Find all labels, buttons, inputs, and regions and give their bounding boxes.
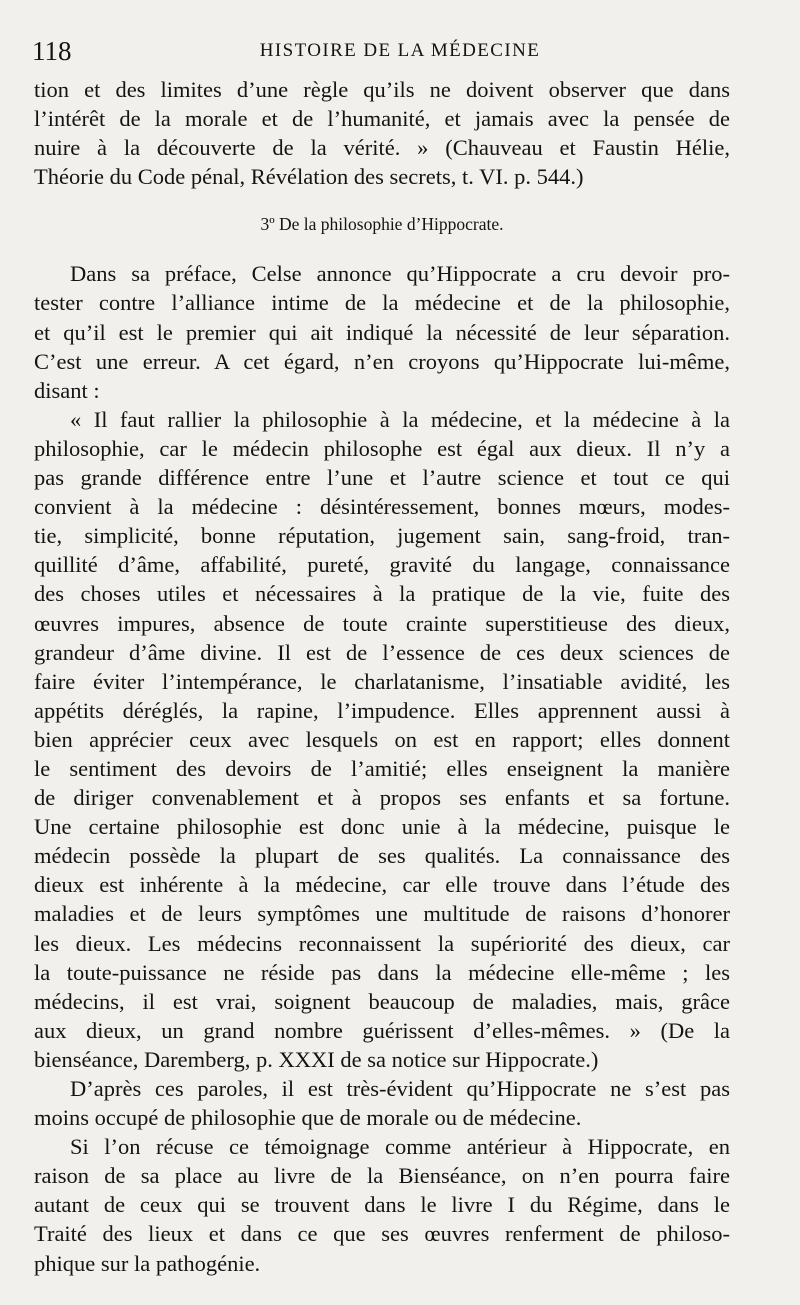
text-line: Si l’on récuse ce témoignage comme antérieur à Hippocrate, en [70,1134,730,1160]
text-line: appétits déréglés, la rapine, l’impudence. Elles apprennent aussi à [34,697,730,723]
paragraph-2 [34,259,730,404]
running-title: HISTOIRE DE LA MÉDECINE [259,40,541,61]
text-line: autant de ceux qui se trouvent dans le livre I du Régime, dans le [34,1192,730,1218]
section-subheading: 3º De la philosophie d’Hippocrate. [260,214,504,235]
text-line: médecins, il est vrai, soignent beaucoup de maladies, mais, grâce [34,988,730,1014]
page-number: 118 [32,36,72,66]
text-line: et qu’il est le premier qui ait indiqué la nécessité de leur séparation. [34,319,730,345]
text-line: de diriger convenablement et à propos ses enfants et sa fortune. [34,785,730,811]
text-line: dieux est inhérente à la médecine, car elle trouve dans l’étude des [34,872,730,898]
paragraph-4 [34,1132,730,1277]
text-line: le sentiment des devoirs de l’amitié; elles enseignent la manière [34,755,730,781]
text-line: Traité des lieux et dans ce que ses œuvres renferment de philoso- [34,1221,730,1247]
text-line: aux dieux, un grand nombre guérissent d’elles-mêmes. » (De la [34,1017,730,1043]
text-line: Théorie du Code pénal, Révélation des secrets, t. VI. p. 544.) [34,164,584,190]
text-line: des choses utiles et nécessaires à la pratique de la vie, fuite des [34,581,730,607]
text-line: pas grande différence entre l’une et l’autre science et tout ce qui [34,465,730,491]
text-line: tion et des limites d’une règle qu’ils ne doivent observer que dans [34,77,730,102]
text-line: l’intérêt de la morale et de l’humanité, et jamais avec la pensée de [34,106,730,132]
text-line: quillité d’âme, affabilité, pureté, gravité du langage, connaissance [34,552,730,578]
text-line: D’après ces paroles, il est très-évident qu’Hippocrate ne s’est pas [70,1076,730,1101]
quotation-paragraph [34,405,730,1074]
text-line: grandeur d’âme divine. Il est de l’essence de ces deux sciences de [34,639,730,665]
text-line: disant : [34,377,100,403]
text-line: Une certaine philosophie est donc unie à la médecine, puisque le [34,814,730,840]
text-line: la toute-puissance ne réside pas dans la médecine elle-même ; les [34,959,730,985]
paragraph-3 [34,1074,730,1132]
text-line: philosophie, car le médecin philosophe est égal aux dieux. Il n’y a [34,435,730,461]
paragraph-1 [34,75,730,191]
text-line: bien apprécier ceux avec lesquels on est en rapport; elles donnent [34,726,730,752]
text-line: médecin possède la plupart de ses qualités. La connaissance des [34,843,730,869]
page-header [30,36,770,66]
text-line: Dans sa préface, Celse annonce qu’Hippocrate a cru devoir pro- [70,261,730,287]
text-line: moins occupé de philosophie que de morale ou de médecine. [34,1105,582,1131]
text-line: raison de sa place au livre de la Bienséance, on n’en pourra faire [34,1163,730,1189]
text-line: « Il faut rallier la philosophie à la médecine, et la médecine à la [70,406,730,432]
page-body [34,75,730,1278]
text-line: convient à la médecine : désintéressement, bonnes mœurs, modes- [34,494,730,520]
text-line: tie, simplicité, bonne réputation, jugement sain, sang-froid, tran- [34,523,730,549]
text-line: maladies et de leurs symptômes une multitude de raisons d’honorer [34,901,730,927]
text-line: bienséance, Daremberg, p. XXXI de sa notice sur Hippocrate.) [34,1046,599,1072]
text-line: faire éviter l’intempérance, le charlatanisme, l’insatiable avidité, les [34,668,730,694]
text-line: œuvres impures, absence de toute crainte superstitieuse des dieux, [34,610,730,636]
text-line: phique sur la pathogénie. [34,1250,261,1276]
text-line: les dieux. Les médecins reconnaissent la supériorité des dieux, car [34,930,730,956]
text-line: C’est une erreur. A cet égard, n’en croyons qu’Hippocrate lui-même, [34,348,730,374]
text-line: nuire à la découverte de la vérité. » (Chauveau et Faustin Hélie, [34,135,730,161]
text-line: tester contre l’alliance intime de la médecine et de la philosophie, [34,290,730,316]
